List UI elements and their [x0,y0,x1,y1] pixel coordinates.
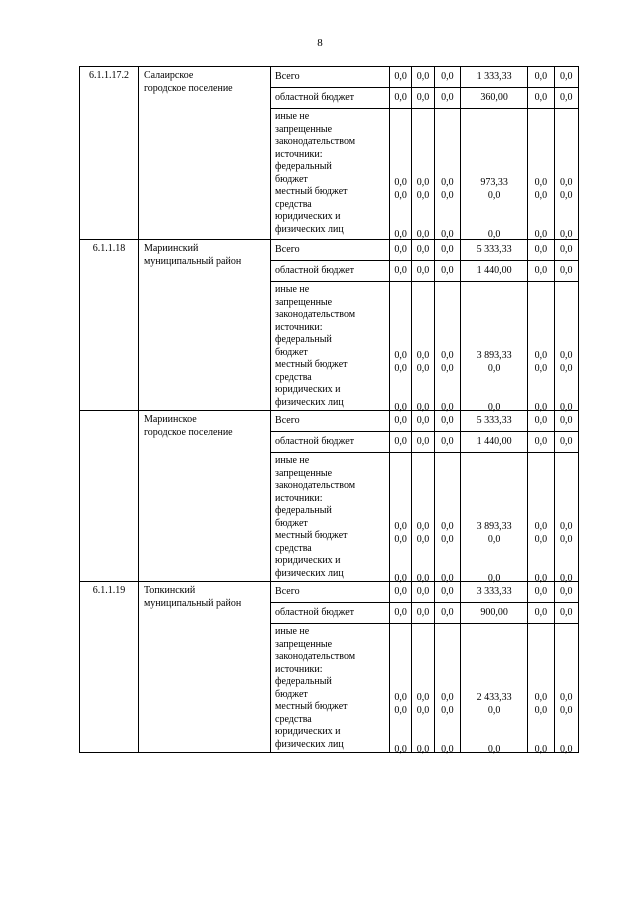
value-stack-cell [434,282,460,411]
value-stack-cell [412,453,434,582]
value-cell: 0,0 [434,432,460,453]
source-other-line: средства [275,198,312,210]
source-other-line: федеральный [275,161,332,172]
value-stack-cell [389,624,411,753]
value-stack-cell [461,453,528,582]
value-legal: 0,0 [416,573,430,584]
value-local: 0,0 [487,190,501,201]
value-cell: 0,0 [434,261,460,282]
source-other-line: федеральный [275,676,332,687]
value-cell: 0,0 [528,261,554,282]
page-number: 8 [317,37,323,49]
value-federal: 0,0 [394,521,407,532]
value-cell: 0,0 [389,261,411,282]
source-other-line: иные не [275,111,310,122]
value-cell: 0,0 [554,88,578,109]
value-local: 0,0 [534,534,548,545]
value-cell: 5 333,33 [461,240,528,261]
value-cell: 0,0 [554,411,578,432]
value-legal: 0,0 [560,744,573,755]
value-local: 0,0 [441,534,454,545]
source-other-line: запрещенные [275,638,333,650]
value-legal: 0,0 [441,573,454,584]
value-legal: 0,0 [534,573,548,584]
value-federal: 0,0 [534,350,548,361]
value-federal: 0,0 [441,521,454,532]
source-other-line: источники: [275,492,323,504]
value-local: 0,0 [416,534,430,545]
value-legal: 0,0 [441,229,454,240]
value-cell: 0,0 [434,411,460,432]
source-other-line: бюджет [275,688,308,700]
value-federal: 0,0 [560,521,573,532]
value-cell: 0,0 [412,240,434,261]
value-federal: 2 433,33 [476,692,512,703]
value-federal: 0,0 [441,177,454,188]
value-local: 0,0 [416,190,430,201]
value-stack-cell [434,453,460,582]
source-other-label [271,282,390,411]
value-legal: 0,0 [560,573,573,584]
value-stack-cell [528,624,554,753]
row-name [138,411,270,582]
value-federal: 0,0 [534,177,548,188]
source-other-line: бюджет [275,346,308,358]
value-cell: 0,0 [389,432,411,453]
source-other-label [271,453,390,582]
row-name-line: муниципальный район [143,597,242,609]
budget-table [79,66,579,753]
source-other-line: иные не [275,626,310,637]
value-cell: 0,0 [389,411,411,432]
value-cell: 0,0 [434,67,460,88]
value-legal: 0,0 [534,744,548,755]
value-legal: 0,0 [416,402,430,413]
value-stack-cell [554,624,578,753]
value-stack-cell [461,109,528,240]
value-federal: 0,0 [560,350,573,361]
value-stack-cell [389,109,411,240]
value-cell: 0,0 [554,261,578,282]
value-federal: 0,0 [560,692,573,703]
value-local: 0,0 [534,363,548,374]
value-local: 0,0 [534,190,548,201]
source-total-label: Всего [271,67,390,88]
value-federal: 0,0 [534,692,548,703]
value-legal: 0,0 [416,229,430,240]
source-other-line: законодательством [275,480,356,491]
value-federal: 0,0 [394,177,407,188]
value-federal: 0,0 [394,350,407,361]
value-stack-cell [528,282,554,411]
value-stack-cell [528,453,554,582]
value-cell: 0,0 [434,582,460,603]
source-other-line: юридических и [275,726,341,737]
value-stack-cell [554,282,578,411]
value-cell: 0,0 [412,67,434,88]
row-name-line: Мариинское [143,414,197,425]
source-other-line: иные не [275,284,310,295]
value-federal: 3 893,33 [476,521,512,532]
value-cell: 1 440,00 [461,432,528,453]
row-name [138,67,270,240]
source-other-line: законодательством [275,136,356,147]
value-stack-cell [434,109,460,240]
source-other-line: юридических и [275,555,341,566]
value-cell: 0,0 [528,88,554,109]
value-cell: 5 333,33 [461,411,528,432]
source-regional-label: областной бюджет [271,261,390,282]
source-other-line: местный бюджет [275,530,348,541]
value-cell: 0,0 [528,411,554,432]
source-other-line: иные не [275,455,310,466]
value-local: 0,0 [416,705,430,716]
source-other-line: источники: [275,663,323,675]
source-other-line: запрещенные [275,296,333,308]
source-other-line: средства [275,542,312,554]
source-other-line: законодательством [275,309,356,320]
value-cell: 0,0 [434,603,460,624]
value-cell: 0,0 [412,411,434,432]
value-local: 0,0 [441,190,454,201]
value-cell: 1 440,00 [461,261,528,282]
value-cell: 0,0 [554,67,578,88]
value-stack-cell [528,109,554,240]
value-stack-cell [412,624,434,753]
row-name-line: Салаирское [143,70,194,81]
source-regional-label: областной бюджет [271,603,390,624]
source-other-line: средства [275,371,312,383]
value-legal: 0,0 [441,744,454,755]
value-local: 0,0 [487,363,501,374]
value-cell: 0,0 [389,67,411,88]
value-cell: 0,0 [554,432,578,453]
value-legal: 0,0 [487,402,501,413]
value-local: 0,0 [441,363,454,374]
value-stack-cell [554,453,578,582]
source-other-line: средства [275,713,312,725]
value-local: 0,0 [394,190,407,201]
source-other-line: юридических и [275,384,341,395]
value-legal: 0,0 [394,229,407,240]
value-federal: 0,0 [534,521,548,532]
row-code: 6.1.1.17.2 [80,67,139,240]
source-other-line: источники: [275,321,323,333]
value-stack-cell [461,282,528,411]
source-other-line: запрещенные [275,467,333,479]
value-federal: 0,0 [394,692,407,703]
value-cell: 3 333,33 [461,582,528,603]
value-legal: 0,0 [534,402,548,413]
source-regional-label: областной бюджет [271,88,390,109]
source-regional-label: областной бюджет [271,432,390,453]
value-legal: 0,0 [441,402,454,413]
row-name [138,582,270,753]
source-other-line: местный бюджет [275,186,348,197]
row-code [80,411,139,582]
value-cell: 0,0 [412,261,434,282]
value-cell: 0,0 [434,88,460,109]
table-row [80,240,579,261]
value-federal: 3 893,33 [476,350,512,361]
value-legal: 0,0 [560,402,573,413]
value-stack-cell [434,624,460,753]
value-federal: 0,0 [560,177,573,188]
value-legal: 0,0 [416,744,430,755]
source-other-line: федеральный [275,334,332,345]
value-federal: 973,33 [480,177,508,188]
value-cell: 0,0 [412,88,434,109]
source-other-line: физических лиц [275,223,344,235]
value-cell: 0,0 [528,432,554,453]
value-local: 0,0 [560,534,573,545]
source-other-label [271,624,390,753]
source-other-line: источники: [275,148,323,160]
value-federal: 0,0 [416,521,430,532]
value-legal: 0,0 [394,573,407,584]
value-stack-cell [412,282,434,411]
value-cell: 0,0 [389,603,411,624]
value-cell: 0,0 [528,67,554,88]
source-total-label: Всего [271,240,390,261]
value-federal: 0,0 [416,177,430,188]
value-cell: 0,0 [434,240,460,261]
value-local: 0,0 [560,705,573,716]
row-name-line: городское поселение [143,426,233,438]
value-local: 0,0 [441,705,454,716]
value-legal: 0,0 [394,402,407,413]
source-other-line: бюджет [275,517,308,529]
value-cell: 0,0 [389,240,411,261]
source-total-label: Всего [271,411,390,432]
value-cell: 0,0 [554,240,578,261]
value-local: 0,0 [394,705,407,716]
value-cell: 0,0 [554,582,578,603]
source-other-line: физических лиц [275,738,344,750]
value-cell: 0,0 [528,240,554,261]
value-cell: 0,0 [412,582,434,603]
row-name-line: городское поселение [143,82,233,94]
row-name-line: Топкинский [143,585,196,596]
value-legal: 0,0 [534,229,548,240]
source-other-line: юридических и [275,211,341,222]
value-cell: 0,0 [528,603,554,624]
source-other-line: местный бюджет [275,359,348,370]
source-total-label: Всего [271,582,390,603]
value-legal: 0,0 [394,744,407,755]
row-name-line: Мариинский [143,243,199,254]
source-other-label [271,109,390,240]
value-cell: 0,0 [554,603,578,624]
value-cell: 0,0 [389,88,411,109]
value-legal: 0,0 [560,229,573,240]
row-name [138,240,270,411]
value-cell: 0,0 [412,432,434,453]
value-local: 0,0 [560,190,573,201]
source-other-line: физических лиц [275,396,344,408]
value-stack-cell [554,109,578,240]
value-federal: 0,0 [416,692,430,703]
value-stack-cell [461,624,528,753]
value-local: 0,0 [394,534,407,545]
value-local: 0,0 [487,534,501,545]
source-other-line: запрещенные [275,123,333,135]
value-local: 0,0 [534,705,548,716]
value-cell: 1 333,33 [461,67,528,88]
row-name-line: муниципальный район [143,255,242,267]
source-other-line: бюджет [275,173,308,185]
value-stack-cell [389,282,411,411]
value-stack-cell [412,109,434,240]
value-local: 0,0 [487,705,501,716]
value-cell: 900,00 [461,603,528,624]
value-cell: 0,0 [389,582,411,603]
source-other-line: федеральный [275,505,332,516]
value-local: 0,0 [394,363,407,374]
value-stack-cell [389,453,411,582]
source-other-line: физических лиц [275,567,344,579]
value-federal: 0,0 [416,350,430,361]
value-federal: 0,0 [441,692,454,703]
value-legal: 0,0 [487,573,501,584]
value-legal: 0,0 [487,229,501,240]
row-code: 6.1.1.19 [80,582,139,753]
value-local: 0,0 [560,363,573,374]
value-federal: 0,0 [441,350,454,361]
source-other-line: законодательством [275,651,356,662]
value-cell: 360,00 [461,88,528,109]
value-legal: 0,0 [487,744,501,755]
value-cell: 0,0 [528,582,554,603]
value-cell: 0,0 [412,603,434,624]
source-other-line: местный бюджет [275,701,348,712]
table-row [80,67,579,88]
row-code: 6.1.1.18 [80,240,139,411]
value-local: 0,0 [416,363,430,374]
